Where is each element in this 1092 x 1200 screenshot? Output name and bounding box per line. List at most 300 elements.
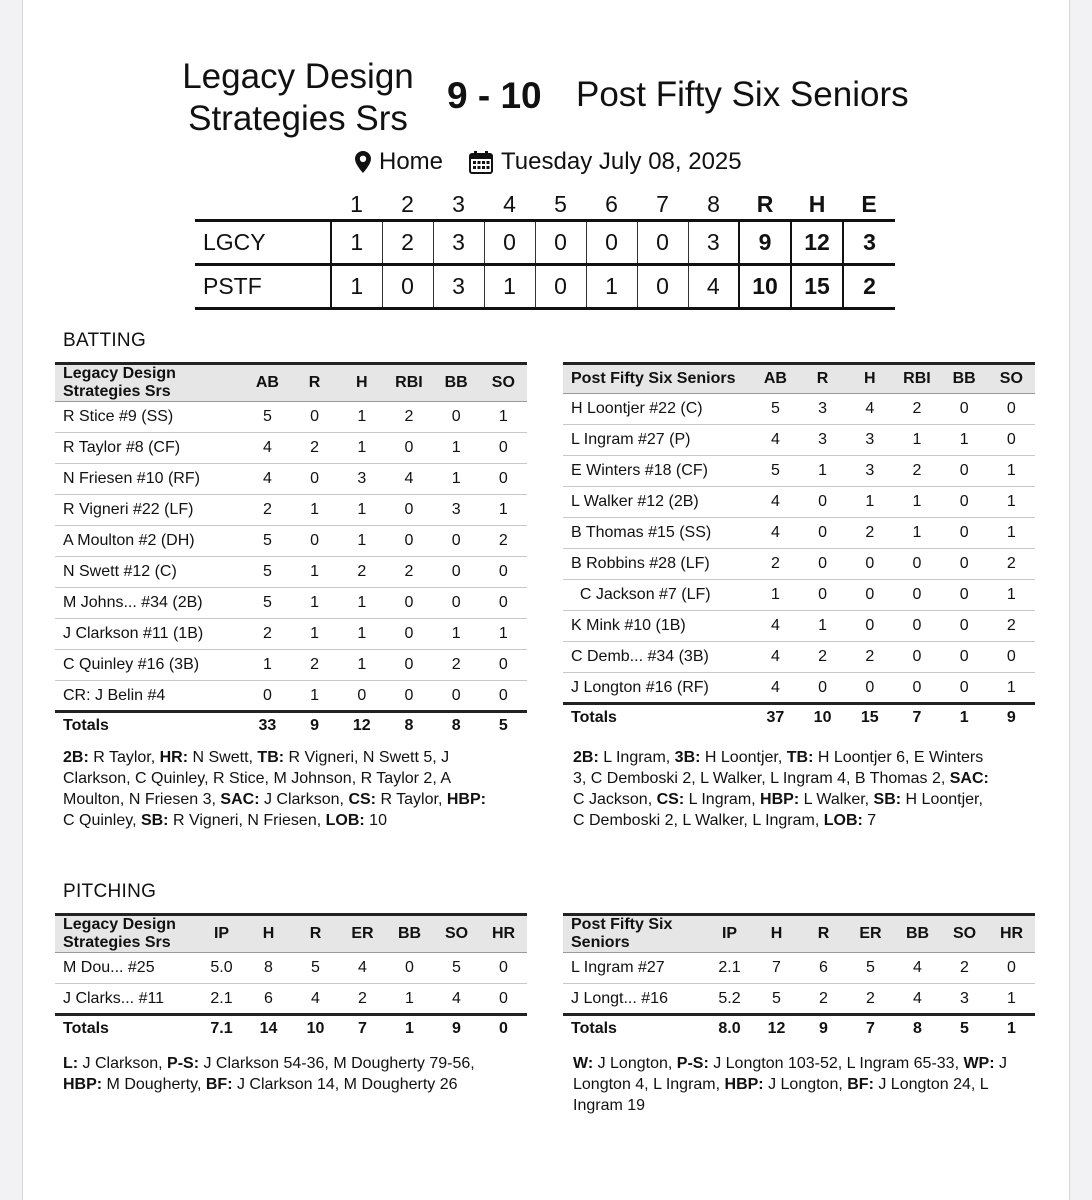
stat-column-header: R: [799, 364, 846, 394]
stat-column-header: RBI: [385, 364, 432, 402]
inning-score: 0: [637, 220, 688, 264]
total-errors: 2: [843, 264, 895, 308]
stat-cell: 2: [846, 518, 893, 549]
stat-cell: 6: [800, 953, 847, 984]
stat-cell: 1: [988, 580, 1035, 611]
total-hits: 12: [791, 220, 843, 264]
player-name: J Clarks... #11: [55, 984, 198, 1015]
stat-cell: 1: [338, 402, 385, 433]
table-row: [563, 487, 1035, 518]
inning-score: 0: [637, 264, 688, 308]
total-cell: 1: [386, 1015, 433, 1043]
line-score-table: [195, 190, 895, 310]
stat-cell: 2: [893, 456, 940, 487]
box-score-page: [22, 0, 1070, 1200]
pitching-section-title: PITCHING: [63, 881, 157, 902]
game-info: [355, 148, 742, 176]
stat-cell: 1: [338, 650, 385, 681]
stat-cell: 2: [988, 611, 1035, 642]
stat-cell: 0: [799, 673, 846, 704]
home-pitching-table: [55, 913, 527, 1043]
total-cell: 12: [338, 712, 385, 740]
stat-column-header: SO: [988, 364, 1035, 394]
stat-column-header: H: [338, 364, 385, 402]
stat-cell: 0: [988, 953, 1035, 984]
stat-cell: 0: [291, 526, 338, 557]
stat-cell: 0: [385, 433, 432, 464]
stat-cell: 5: [752, 394, 799, 425]
stat-cell: 1: [988, 456, 1035, 487]
total-cell: 9: [988, 704, 1035, 732]
totals-label: Totals: [55, 712, 244, 740]
stat-cell: 0: [480, 650, 527, 681]
stat-cell: 0: [941, 394, 988, 425]
stat-column-header: R: [291, 364, 338, 402]
stat-cell: 0: [291, 464, 338, 495]
stat-cell: 2: [846, 642, 893, 673]
stat-cell: 0: [893, 642, 940, 673]
table-row: [563, 518, 1035, 549]
total-cell: 10: [292, 1015, 339, 1043]
stat-cell: 2.1: [198, 984, 245, 1015]
player-name: M Dou... #25: [55, 953, 198, 984]
total-cell: 8: [894, 1015, 941, 1043]
stat-cell: 1: [846, 487, 893, 518]
player-name: J Longton #16 (RF): [563, 673, 752, 704]
table-row: [55, 402, 527, 433]
away-batting-table: [563, 362, 1035, 732]
line-score-header: [195, 190, 895, 220]
total-cell: 33: [244, 712, 291, 740]
stat-cell: 0: [385, 650, 432, 681]
stat-cell: 0: [941, 642, 988, 673]
stat-cell: 3: [799, 425, 846, 456]
stat-cell: 3: [433, 495, 480, 526]
total-runs: 9: [739, 220, 791, 264]
total-runs: 10: [739, 264, 791, 308]
total-cell: 12: [753, 1015, 800, 1043]
stat-cell: 0: [291, 402, 338, 433]
table-row: [563, 456, 1035, 487]
total-hits: 15: [791, 264, 843, 308]
stat-cell: 0: [846, 673, 893, 704]
player-name: B Robbins #28 (LF): [563, 549, 752, 580]
table-row: [563, 953, 1035, 984]
total-cell: 5: [480, 712, 527, 740]
stat-column-header: SO: [941, 915, 988, 953]
stat-cell: 1: [480, 402, 527, 433]
inning-score: 0: [535, 220, 586, 264]
stat-cell: 5: [433, 953, 480, 984]
player-name: C Jackson #7 (LF): [563, 580, 752, 611]
player-name: R Taylor #8 (CF): [55, 433, 244, 464]
total-cell: 1: [988, 1015, 1035, 1043]
inning-score: 1: [484, 264, 535, 308]
stat-column-header: HR: [480, 915, 527, 953]
inning-2-header: 2: [401, 190, 414, 217]
stat-cell: 1: [338, 526, 385, 557]
stat-column-header: AB: [752, 364, 799, 394]
stat-cell: 5: [752, 456, 799, 487]
stat-cell: 0: [941, 518, 988, 549]
stat-cell: 1: [386, 984, 433, 1015]
stat-cell: 7: [753, 953, 800, 984]
stat-cell: 0: [385, 526, 432, 557]
player-name: N Swett #12 (C): [55, 557, 244, 588]
stat-cell: 0: [338, 681, 385, 712]
total-cell: 15: [846, 704, 893, 732]
player-name: J Longt... #16: [563, 984, 706, 1015]
stat-column-header: AB: [244, 364, 291, 402]
stat-cell: 1: [338, 588, 385, 619]
stat-cell: 4: [846, 394, 893, 425]
stat-cell: 0: [893, 549, 940, 580]
player-name: B Thomas #15 (SS): [563, 518, 752, 549]
stat-cell: 4: [385, 464, 432, 495]
table-row: [55, 495, 527, 526]
table-row: [563, 611, 1035, 642]
home-team-name: Legacy Design Strategies Srs: [182, 57, 414, 138]
totals-label: Totals: [563, 704, 752, 732]
total-cell: 8.0: [706, 1015, 753, 1043]
stat-column-header: HR: [988, 915, 1035, 953]
stat-cell: 1: [291, 681, 338, 712]
table-row: [563, 580, 1035, 611]
stat-cell: 5: [847, 953, 894, 984]
total-cell: 37: [752, 704, 799, 732]
stat-cell: 0: [386, 953, 433, 984]
table-row: [55, 681, 527, 712]
team-abbrev: LGCY: [195, 220, 331, 264]
stat-cell: 2: [988, 549, 1035, 580]
stat-cell: 2: [941, 953, 988, 984]
stat-cell: 1: [941, 425, 988, 456]
inning-score: 0: [382, 264, 433, 308]
stat-cell: 2: [244, 619, 291, 650]
inning-score: 4: [688, 264, 739, 308]
team-column-header: Legacy Design Strategies Srs: [55, 915, 198, 953]
stat-cell: 0: [941, 487, 988, 518]
player-name: L Ingram #27: [563, 953, 706, 984]
table-row: [55, 953, 527, 984]
stat-cell: 4: [244, 433, 291, 464]
stat-cell: 0: [846, 580, 893, 611]
home-pitching-notes: L: J Clarkson, P-S: J Clarkson 54-36, M Dougherty 79-56, HBP: M Dougherty, BF: J Clarkson 14, M Dougherty 26: [63, 1055, 475, 1093]
stat-cell: 2: [385, 557, 432, 588]
stat-cell: 0: [893, 673, 940, 704]
total-cell: 9: [800, 1015, 847, 1043]
team-column-header: Post Fifty Six Seniors: [563, 915, 706, 953]
total-cell: 14: [245, 1015, 292, 1043]
stat-cell: 2: [480, 526, 527, 557]
stat-cell: 0: [941, 456, 988, 487]
home-batting-table: [55, 362, 527, 740]
stat-cell: 0: [480, 588, 527, 619]
stat-cell: 5: [244, 526, 291, 557]
table-row: [563, 394, 1035, 425]
table-header-row: [563, 364, 1035, 394]
stat-cell: 1: [893, 425, 940, 456]
stat-cell: 3: [799, 394, 846, 425]
table-row: [563, 984, 1035, 1015]
total-cell: 8: [433, 712, 480, 740]
table-row: [55, 984, 527, 1015]
away-pitching-notes: W: J Longton, P-S: J Longton 103-52, L Ingram 65-33, WP: J Longton 4, L Ingram, HBP: J Longton, BF: J Longton 24, L Ingram 19: [573, 1055, 1008, 1114]
inning-6-header: 6: [605, 190, 618, 217]
inning-5-header: 5: [554, 190, 567, 217]
player-name: L Walker #12 (2B): [563, 487, 752, 518]
player-name: C Quinley #16 (3B): [55, 650, 244, 681]
player-name: J Clarkson #11 (1B): [55, 619, 244, 650]
line-score-row-away: [195, 264, 895, 308]
stat-cell: 2: [752, 549, 799, 580]
stat-cell: 1: [291, 619, 338, 650]
stat-cell: 4: [752, 425, 799, 456]
inning-score: 2: [382, 220, 433, 264]
stat-cell: 0: [799, 487, 846, 518]
player-name: C Demb... #34 (3B): [563, 642, 752, 673]
stat-cell: 4: [752, 642, 799, 673]
stat-cell: 1: [988, 487, 1035, 518]
table-row: [55, 619, 527, 650]
inning-8-header: 8: [707, 190, 720, 217]
stat-cell: 1: [480, 495, 527, 526]
stat-cell: 5.2: [706, 984, 753, 1015]
inning-score: 0: [535, 264, 586, 308]
team-abbrev: PSTF: [195, 264, 331, 308]
player-name: K Mink #10 (1B): [563, 611, 752, 642]
table-row: [55, 588, 527, 619]
totals-row: [563, 704, 1035, 732]
stat-cell: 2: [847, 984, 894, 1015]
player-name: N Friesen #10 (RF): [55, 464, 244, 495]
stat-column-header: R: [800, 915, 847, 953]
team-column-header: Post Fifty Six Seniors: [563, 364, 752, 394]
inning-4-header: 4: [503, 190, 516, 217]
player-name: A Moulton #2 (DH): [55, 526, 244, 557]
batting-section-title: BATTING: [63, 330, 147, 351]
stat-cell: 3: [338, 464, 385, 495]
table-header-row: [55, 915, 527, 953]
table-header-row: [563, 915, 1035, 953]
stat-cell: 0: [941, 611, 988, 642]
stat-cell: 1: [291, 495, 338, 526]
stat-cell: 1: [338, 495, 385, 526]
total-cell: 7: [847, 1015, 894, 1043]
table-row: [55, 650, 527, 681]
stat-cell: 2: [385, 402, 432, 433]
inning-score: 3: [433, 220, 484, 264]
stat-cell: 0: [433, 402, 480, 433]
calendar-icon: [469, 150, 493, 174]
stat-column-header: ER: [847, 915, 894, 953]
total-errors: 3: [843, 220, 895, 264]
stat-cell: 0: [480, 433, 527, 464]
stat-cell: 2: [799, 642, 846, 673]
hits-header: H: [808, 190, 826, 217]
totals-label: Totals: [563, 1015, 706, 1043]
stat-column-header: BB: [386, 915, 433, 953]
line-score-row-home: [195, 220, 895, 264]
table-header-row: [55, 364, 527, 402]
inning-score: 1: [331, 264, 382, 308]
stat-cell: 0: [988, 425, 1035, 456]
stat-cell: 1: [433, 464, 480, 495]
totals-row: [55, 1015, 527, 1043]
total-cell: 10: [799, 704, 846, 732]
stat-cell: 2: [800, 984, 847, 1015]
map-pin-icon: [355, 151, 371, 173]
stat-cell: 4: [433, 984, 480, 1015]
table-row: [55, 464, 527, 495]
away-batting-notes: 2B: L Ingram, 3B: H Loontjer, TB: H Loontjer 6, E Winters 3, C Demboski 2, L Walker, L Ingram 4, B Thomas 2, SAC: C Jackson, CS: L Ingram, HBP: L Walker, SB: H Loontjer, C Demboski 2, L Walker, L Ingram, LOB: 7: [573, 749, 989, 829]
player-name: E Winters #18 (CF): [563, 456, 752, 487]
stat-column-header: IP: [706, 915, 753, 953]
total-cell: 7: [339, 1015, 386, 1043]
stat-cell: 2: [339, 984, 386, 1015]
stat-cell: 4: [894, 984, 941, 1015]
stat-cell: 0: [433, 681, 480, 712]
table-row: [563, 673, 1035, 704]
total-cell: 7.1: [198, 1015, 245, 1043]
stat-column-header: BB: [433, 364, 480, 402]
stat-column-header: H: [846, 364, 893, 394]
stat-cell: 4: [292, 984, 339, 1015]
stat-cell: 4: [752, 518, 799, 549]
totals-row: [563, 1015, 1035, 1043]
final-score: 9 - 10: [447, 75, 542, 116]
stat-cell: 1: [338, 433, 385, 464]
stat-cell: 5: [244, 588, 291, 619]
player-name: L Ingram #27 (P): [563, 425, 752, 456]
inning-3-header: 3: [452, 190, 465, 217]
stat-cell: 5: [292, 953, 339, 984]
stat-column-header: H: [245, 915, 292, 953]
stat-cell: 0: [480, 464, 527, 495]
stat-cell: 0: [385, 619, 432, 650]
stat-cell: 1: [291, 557, 338, 588]
stat-cell: 0: [480, 953, 527, 984]
stat-cell: 4: [752, 673, 799, 704]
stat-cell: 3: [941, 984, 988, 1015]
stat-column-header: SO: [433, 915, 480, 953]
away-team-name: Post Fifty Six Seniors: [576, 75, 909, 114]
stat-cell: 2: [291, 650, 338, 681]
table-row: [55, 433, 527, 464]
inning-score: 0: [586, 220, 637, 264]
stat-cell: 6: [245, 984, 292, 1015]
stat-cell: 5: [753, 984, 800, 1015]
stat-cell: 2: [893, 394, 940, 425]
game-date: Tuesday July 08, 2025: [501, 148, 742, 175]
stat-column-header: IP: [198, 915, 245, 953]
stat-cell: 1: [988, 518, 1035, 549]
totals-label: Totals: [55, 1015, 198, 1043]
inning-score: 3: [433, 264, 484, 308]
stat-cell: 2: [433, 650, 480, 681]
inning-score: 3: [688, 220, 739, 264]
stat-cell: 0: [480, 984, 527, 1015]
stat-cell: 0: [941, 549, 988, 580]
table-row: [55, 526, 527, 557]
stat-cell: 1: [752, 580, 799, 611]
stat-cell: 1: [988, 673, 1035, 704]
table-row: [563, 425, 1035, 456]
stat-cell: 2: [338, 557, 385, 588]
table-row: [563, 549, 1035, 580]
stat-column-header: BB: [941, 364, 988, 394]
stat-cell: 0: [846, 549, 893, 580]
stat-cell: 1: [433, 433, 480, 464]
stat-cell: 1: [893, 487, 940, 518]
player-name: R Vigneri #22 (LF): [55, 495, 244, 526]
stat-cell: 0: [799, 518, 846, 549]
player-name: CR: J Belin #4: [55, 681, 244, 712]
stat-cell: 0: [893, 611, 940, 642]
stat-column-header: BB: [894, 915, 941, 953]
errors-header: E: [861, 190, 877, 217]
stat-cell: 3: [846, 456, 893, 487]
stat-cell: 4: [752, 611, 799, 642]
stat-column-header: R: [292, 915, 339, 953]
total-cell: 5: [941, 1015, 988, 1043]
stat-cell: 5.0: [198, 953, 245, 984]
stat-column-header: H: [753, 915, 800, 953]
runs-header: R: [756, 190, 774, 217]
stat-column-header: ER: [339, 915, 386, 953]
total-cell: 0: [480, 1015, 527, 1043]
stat-cell: 0: [433, 526, 480, 557]
player-name: M Johns... #34 (2B): [55, 588, 244, 619]
stat-cell: 0: [988, 642, 1035, 673]
stat-cell: 2: [291, 433, 338, 464]
stat-cell: 0: [988, 394, 1035, 425]
total-cell: 9: [433, 1015, 480, 1043]
stat-cell: 0: [799, 580, 846, 611]
stat-cell: 2.1: [706, 953, 753, 984]
stat-cell: 1: [988, 984, 1035, 1015]
stat-cell: 0: [433, 557, 480, 588]
stat-cell: 0: [893, 580, 940, 611]
total-cell: 7: [893, 704, 940, 732]
inning-7-header: 7: [656, 190, 669, 217]
stat-cell: 4: [244, 464, 291, 495]
location-label: Home: [379, 148, 444, 175]
player-name: R Stice #9 (SS): [55, 402, 244, 433]
stat-cell: 5: [244, 402, 291, 433]
stat-cell: 0: [480, 681, 527, 712]
stat-cell: 4: [339, 953, 386, 984]
stat-cell: 2: [244, 495, 291, 526]
stat-cell: 1: [799, 611, 846, 642]
home-batting-notes: 2B: R Taylor, HR: N Swett, TB: R Vigneri, N Swett 5, J Clarkson, C Quinley, R Stice, M Johnson, R Taylor 2, A Moulton, N Friesen 3, SAC: J Clarkson, CS: R Taylor, HBP: C Quinley, SB: R Vigneri, N Friesen, LOB: 10: [63, 749, 486, 829]
stat-cell: 0: [941, 580, 988, 611]
stat-cell: 1: [291, 588, 338, 619]
stat-cell: 4: [894, 953, 941, 984]
stat-cell: 0: [385, 681, 432, 712]
team-column-header: Legacy Design Strategies Srs: [55, 364, 244, 402]
stat-cell: 0: [385, 588, 432, 619]
total-cell: 1: [941, 704, 988, 732]
stat-cell: 1: [799, 456, 846, 487]
inning-1-header: 1: [350, 190, 363, 217]
total-cell: 8: [385, 712, 432, 740]
stat-cell: 1: [338, 619, 385, 650]
stat-cell: 3: [846, 425, 893, 456]
stat-cell: 0: [846, 611, 893, 642]
stat-cell: 1: [480, 619, 527, 650]
stat-cell: 8: [245, 953, 292, 984]
